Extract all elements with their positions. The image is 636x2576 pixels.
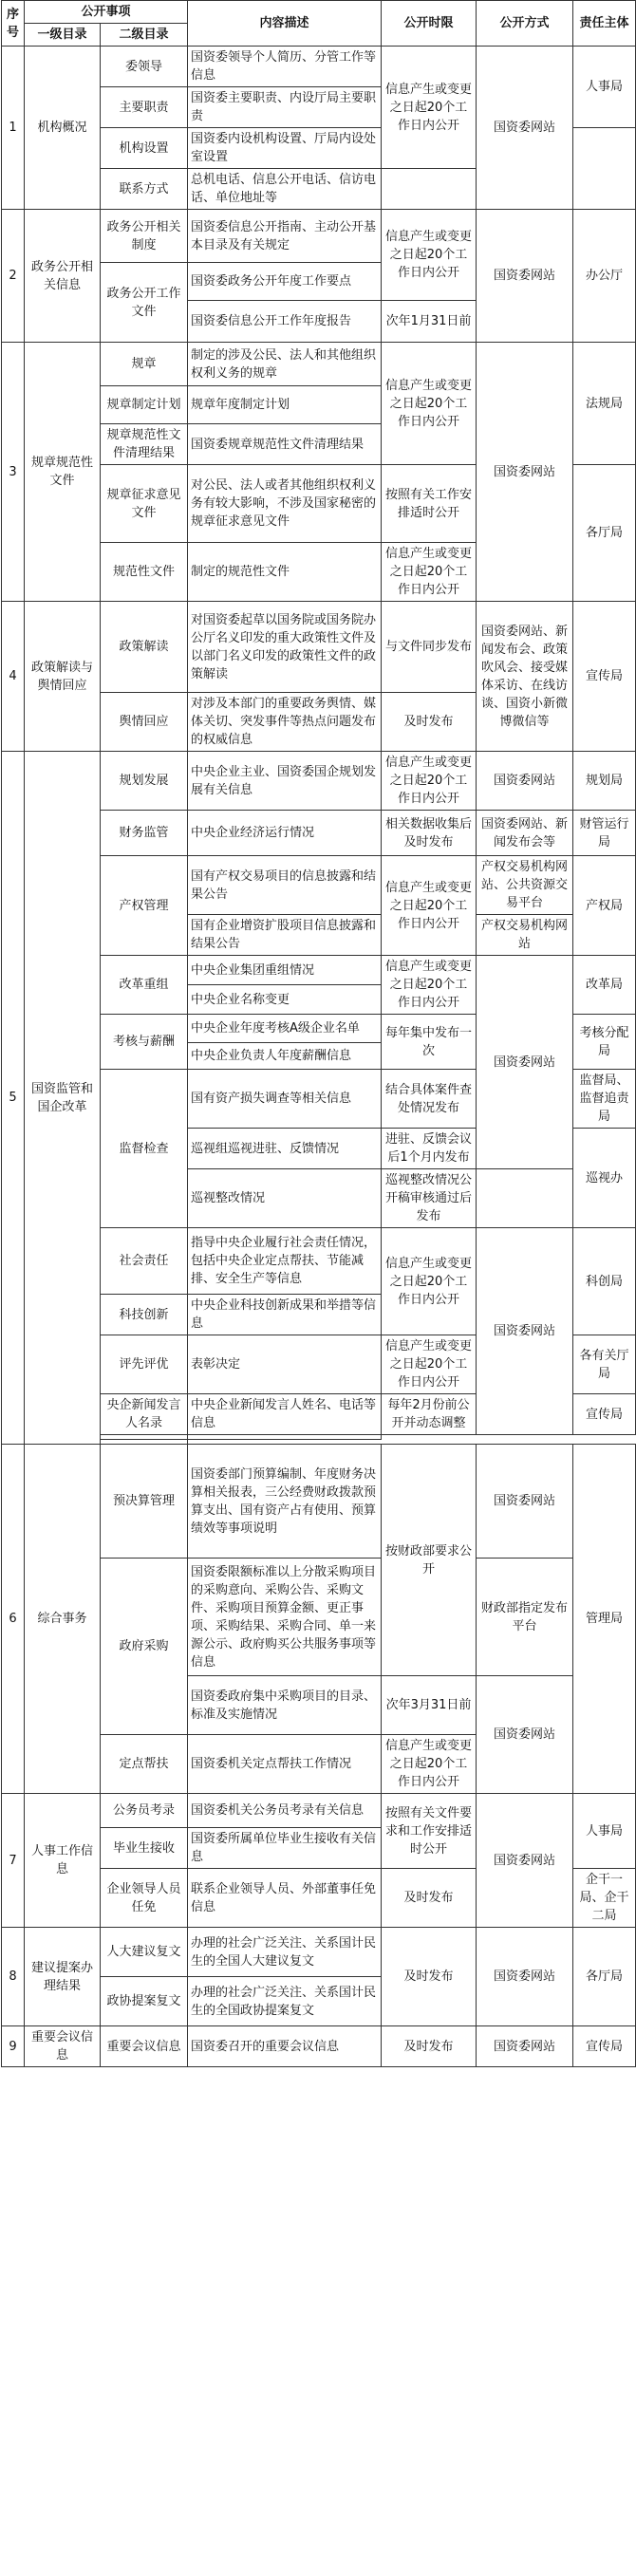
table-body — [2, 47, 636, 2067]
method-cell — [477, 1169, 573, 1228]
level1-cell: 综合事务 — [25, 1445, 101, 1794]
owner-cell: 改革局 — [573, 956, 636, 1015]
table-row — [2, 1445, 636, 1559]
time-cell: 及时发布 — [382, 1928, 477, 2026]
method-cell: 国资委网站 — [477, 1676, 573, 1794]
time-cell: 每年集中发布一次 — [382, 1015, 477, 1070]
time-cell: 进驻、反馈会议后1个月内发布 — [382, 1129, 477, 1169]
table-row — [2, 210, 636, 263]
content-cell: 制定的规范性文件 — [188, 543, 382, 602]
table-row — [2, 602, 636, 693]
time-cell: 信息产生或变更之日起20个工作日内公开 — [382, 543, 477, 602]
level2-cell: 定点帮扶 — [101, 1735, 188, 1794]
content-cell: 巡视整改情况 — [188, 1169, 382, 1228]
method-cell: 产权交易机构网站、公共资源交易平台 — [477, 856, 573, 915]
method-cell — [188, 1435, 382, 1440]
level2-cell: 改革重组 — [101, 956, 188, 1015]
owner-cell — [573, 128, 636, 210]
content-cell: 规章年度制定计划 — [188, 386, 382, 424]
header-content: 内容描述 — [188, 1, 382, 47]
level2-cell: 委领导 — [101, 47, 188, 87]
level2-cell: 社会责任 — [101, 1228, 188, 1295]
table-row — [2, 2026, 636, 2067]
level1-cell: 机构概况 — [25, 47, 101, 210]
level2-cell: 科技创新 — [101, 1295, 188, 1335]
owner-cell: 产权局 — [573, 856, 636, 956]
time-cell — [382, 169, 477, 210]
content-cell: 国资委机关定点帮扶工作情况 — [188, 1735, 382, 1794]
content-cell: 中央企业集团重组情况 — [188, 956, 382, 985]
level1-cell: 政务公开相关信息 — [25, 210, 101, 343]
seq-cell: 6 — [2, 1445, 25, 1794]
content-cell: 国资委政务公开年度工作要点 — [188, 263, 382, 301]
time-cell: 巡视整改情况公开稿审核通过后发布 — [382, 1169, 477, 1228]
level2-cell: 毕业生接收 — [101, 1828, 188, 1869]
owner-cell: 财管运行局 — [573, 811, 636, 856]
content-cell: 国资委规章规范性文件清理结果 — [188, 424, 382, 465]
owner-cell: 管理局 — [573, 1445, 636, 1794]
owner-cell: 科创局 — [573, 1228, 636, 1335]
level2-cell: 公务员考录 — [101, 1794, 188, 1828]
disclosure-catalog-table — [1, 0, 636, 2067]
method-cell: 国资委网站 — [477, 1445, 573, 1559]
owner-cell: 人事局 — [573, 1794, 636, 1869]
seq-cell: 9 — [2, 2026, 25, 2067]
seq-cell: 8 — [2, 1928, 25, 2026]
time-cell: 及时发布 — [382, 1869, 477, 1928]
table-row — [2, 1794, 636, 1828]
content-cell: 国资委信息公开工作年度报告 — [188, 301, 382, 343]
seq-cell: 2 — [2, 210, 25, 343]
level2-cell: 政协提案复文 — [101, 1977, 188, 2026]
time-cell: 信息产生或变更之日起20个工作日内公开 — [382, 752, 477, 811]
owner-cell: 宣传局 — [573, 2026, 636, 2067]
level2-cell: 预决算管理 — [101, 1445, 188, 1559]
table-row — [2, 47, 636, 87]
owner-cell: 各厅局 — [573, 465, 636, 602]
level2-cell: 规章征求意见文件 — [101, 465, 188, 543]
content-cell: 制定的涉及公民、法人和其他组织权利义务的规章 — [188, 343, 382, 386]
level2-cell: 评先评优 — [101, 1335, 188, 1394]
content-cell: 对国资委起草以国务院或国务院办公厅名义印发的重大政策性文件及以部门名义印发的政策性文件的政策解读 — [188, 602, 382, 693]
content-cell: 巡视组巡视进驻、反馈情况 — [188, 1129, 382, 1169]
level1-cell: 重要会议信息 — [25, 2026, 101, 2067]
level2-cell: 企业领导人员任免 — [101, 1869, 188, 1928]
method-cell: 国资委网站 — [477, 1228, 573, 1435]
content-cell: 办理的社会广泛关注、关系国计民生的全国人大建议复文 — [188, 1928, 382, 1977]
header-level1: 一级目录 — [25, 24, 101, 47]
owner-cell: 企干一局、企干二局 — [573, 1869, 636, 1928]
method-cell: 国资委网站 — [477, 956, 573, 1169]
time-cell: 按财政部要求公开 — [382, 1445, 477, 1676]
level2-cell: 机构设置 — [101, 128, 188, 169]
time-cell: 结合具体案件查处情况发布 — [382, 1070, 477, 1129]
content-cell: 国有企业增资扩股项目信息披露和结果公告 — [188, 915, 382, 956]
time-cell: 次年3月31日前 — [382, 1676, 477, 1735]
method-cell: 财政部指定发布平台 — [477, 1559, 573, 1676]
owner-cell: 各厅局 — [573, 1928, 636, 2026]
time-cell: 信息产生或变更之日起20个工作日内公开 — [382, 1335, 477, 1394]
level2-cell: 主要职责 — [101, 87, 188, 128]
level2-cell: 政务公开相关制度 — [101, 210, 188, 263]
level2-cell: 联系方式 — [101, 169, 188, 210]
time-cell: 信息产生或变更之日起20个工作日内公开 — [382, 1228, 477, 1335]
time-cell: 每年2月份前公开并动态调整 — [382, 1394, 477, 1435]
method-cell: 产权交易机构网站 — [477, 915, 573, 956]
method-cell: 国资委网站 — [477, 1928, 573, 2026]
level2-cell: 政策解读 — [101, 602, 188, 693]
level2-cell: 监督检查 — [101, 1070, 188, 1228]
seq-cell: 4 — [2, 602, 25, 752]
seq-cell: 5 — [2, 752, 25, 1445]
method-cell: 国资委网站、新闻发布会等 — [477, 811, 573, 856]
content-cell: 国资委召开的重要会议信息 — [188, 2026, 382, 2067]
seq-cell: 3 — [2, 343, 25, 602]
level2-cell: 政务公开工作文件 — [101, 263, 188, 343]
seq-cell: 1 — [2, 47, 25, 210]
owner-cell: 各有关厅局 — [573, 1335, 636, 1394]
time-cell: 信息产生或变更之日起20个工作日内公开 — [382, 1735, 477, 1794]
content-cell: 中央企业新闻发言人姓名、电话等信息 — [188, 1394, 382, 1435]
time-cell: 按照有关文件要求和工作安排适时公开 — [382, 1794, 477, 1869]
time-cell: 次年1月31日前 — [382, 301, 477, 343]
content-cell: 中央企业负责人年度薪酬信息 — [188, 1043, 382, 1070]
level2-cell: 人大建议复文 — [101, 1928, 188, 1977]
level1-cell: 政策解读与舆情回应 — [25, 602, 101, 752]
content-cell: 国资委机关公务员考录有关信息 — [188, 1794, 382, 1828]
content-cell: 中央企业经济运行情况 — [188, 811, 382, 856]
content-cell: 国有产权交易项目的信息披露和结果公告 — [188, 856, 382, 915]
level2-cell: 舆情回应 — [101, 693, 188, 752]
owner-cell: 办公厅 — [573, 210, 636, 343]
content-cell: 对公民、法人或者其他组织权利义务有较大影响，不涉及国家秘密的规章征求意见文件 — [188, 465, 382, 543]
owner-cell: 人事局 — [573, 47, 636, 128]
content-cell: 国资委主要职责、内设厅局主要职责 — [188, 87, 382, 128]
owner-cell: 考核分配局 — [573, 1015, 636, 1070]
level2-cell: 重要会议信息 — [101, 2026, 188, 2067]
level2-cell: 财务监管 — [101, 811, 188, 856]
content-cell: 联系企业领导人员、外部董事任免信息 — [188, 1869, 382, 1928]
content-cell: 国资委政府集中采购项目的目录、标准及实施情况 — [188, 1676, 382, 1735]
level2-cell: 产权管理 — [101, 856, 188, 956]
level2-cell: 规章规范性文件清理结果 — [101, 424, 188, 465]
table-row — [2, 752, 636, 811]
content-cell: 中央企业科技创新成果和举措等信息 — [188, 1295, 382, 1335]
method-cell: 国资委网站 — [477, 343, 573, 602]
method-cell: 国资委网站 — [477, 1794, 573, 1928]
content-cell: 国资委部门预算编制、年度财务决算相关报表，三公经费财政拨款预算支出、国有资产占有使用、预算绩效等事项说明 — [188, 1445, 382, 1559]
header-level2: 二级目录 — [101, 24, 188, 47]
content-cell: 国资委内设机构设置、厅局内设处室设置 — [188, 128, 382, 169]
level1-cell: 人事工作信息 — [25, 1794, 101, 1928]
owner-cell: 监督局、监督追责局 — [573, 1070, 636, 1129]
owner-cell: 法规局 — [573, 343, 636, 465]
level2-cell: 考核与薪酬 — [101, 1015, 188, 1070]
content-cell: 对涉及本部门的重要政务舆情、媒体关切、突发事件等热点问题发布的权威信息 — [188, 693, 382, 752]
content-cell: 表彰决定 — [188, 1335, 382, 1394]
header-time: 公开时限 — [382, 1, 477, 47]
content-cell: 中央企业年度考核A级企业名单 — [188, 1015, 382, 1043]
content-cell: 总机电话、信息公开电话、信访电话、单位地址等 — [188, 169, 382, 210]
owner-cell: 规划局 — [573, 752, 636, 811]
content-cell: 国有资产损失调查等相关信息 — [188, 1070, 382, 1129]
content-cell: 国资委所属单位毕业生接收有关信息 — [188, 1828, 382, 1869]
level1-cell: 规章规范性文件 — [25, 343, 101, 602]
level1-cell: 建议提案办理结果 — [25, 1928, 101, 2026]
time-cell: 相关数据收集后及时发布 — [382, 811, 477, 856]
time-cell: 及时发布 — [382, 693, 477, 752]
owner-cell: 宣传局 — [573, 1394, 636, 1435]
level2-cell: 规章 — [101, 343, 188, 386]
time-cell: 信息产生或变更之日起20个工作日内公开 — [382, 210, 477, 301]
content-cell: 国资委领导个人简历、分管工作等信息 — [188, 47, 382, 87]
header-owner: 责任主体 — [573, 1, 636, 47]
level2-cell: 规范性文件 — [101, 543, 188, 602]
owner-cell: 宣传局 — [573, 602, 636, 752]
seq-cell: 7 — [2, 1794, 25, 1928]
content-cell: 中央企业主业、国资委国企规划发展有关信息 — [188, 752, 382, 811]
method-cell: 国资委网站 — [477, 2026, 573, 2067]
level1-cell: 国资监管和国企改革 — [25, 752, 101, 1445]
level2-cell: 规划发展 — [101, 752, 188, 811]
method-cell: 国资委网站 — [477, 47, 573, 210]
content-cell: 国资委信息公开指南、主动公开基本目录及有关规定 — [188, 210, 382, 263]
content-cell: 办理的社会广泛关注、关系国计民生的全国政协提案复文 — [188, 1977, 382, 2026]
content-cell: 国资委限额标准以上分散采购项目的采购意向、采购公告、采购文件、采购项目预算金额、更正事项、采购结果、采购合同、单一来源公示、政府购买公共服务事项等信息 — [188, 1559, 382, 1676]
level2-cell: 政府采购 — [101, 1559, 188, 1735]
header-seq: 序号 — [2, 1, 25, 47]
level2-cell: 规章制定计划 — [101, 386, 188, 424]
time-cell: 信息产生或变更之日起20个工作日内公开 — [382, 856, 477, 956]
content-cell: 指导中央企业履行社会责任情况，包括中央企业定点帮扶、节能减排、安全生产等信息 — [188, 1228, 382, 1295]
table-header — [2, 1, 636, 47]
time-cell: 及时发布 — [382, 2026, 477, 2067]
table-row — [2, 1928, 636, 1977]
time-cell: 按照有关工作安排适时公开 — [382, 465, 477, 543]
method-cell: 国资委网站 — [477, 210, 573, 343]
time-cell: 与文件同步发布 — [382, 602, 477, 693]
header-public-matters: 公开事项 — [25, 1, 188, 24]
header-method: 公开方式 — [477, 1, 573, 47]
method-cell: 国资委网站 — [477, 752, 573, 811]
owner-cell: 巡视办 — [573, 1129, 636, 1228]
time-cell: 信息产生或变更之日起20个工作日内公开 — [382, 956, 477, 1015]
time-cell: 信息产生或变更之日起20个工作日内公开 — [382, 343, 477, 465]
table-row — [2, 343, 636, 386]
content-cell: 中央企业名称变更 — [188, 985, 382, 1015]
method-cell: 国资委网站、新闻发布会、政策吹风会、接受媒体采访、在线访谈、国资小新微博微信等 — [477, 602, 573, 752]
level2-cell: 央企新闻发言人名录 — [101, 1394, 188, 1435]
time-cell: 信息产生或变更之日起20个工作日内公开 — [382, 47, 477, 169]
